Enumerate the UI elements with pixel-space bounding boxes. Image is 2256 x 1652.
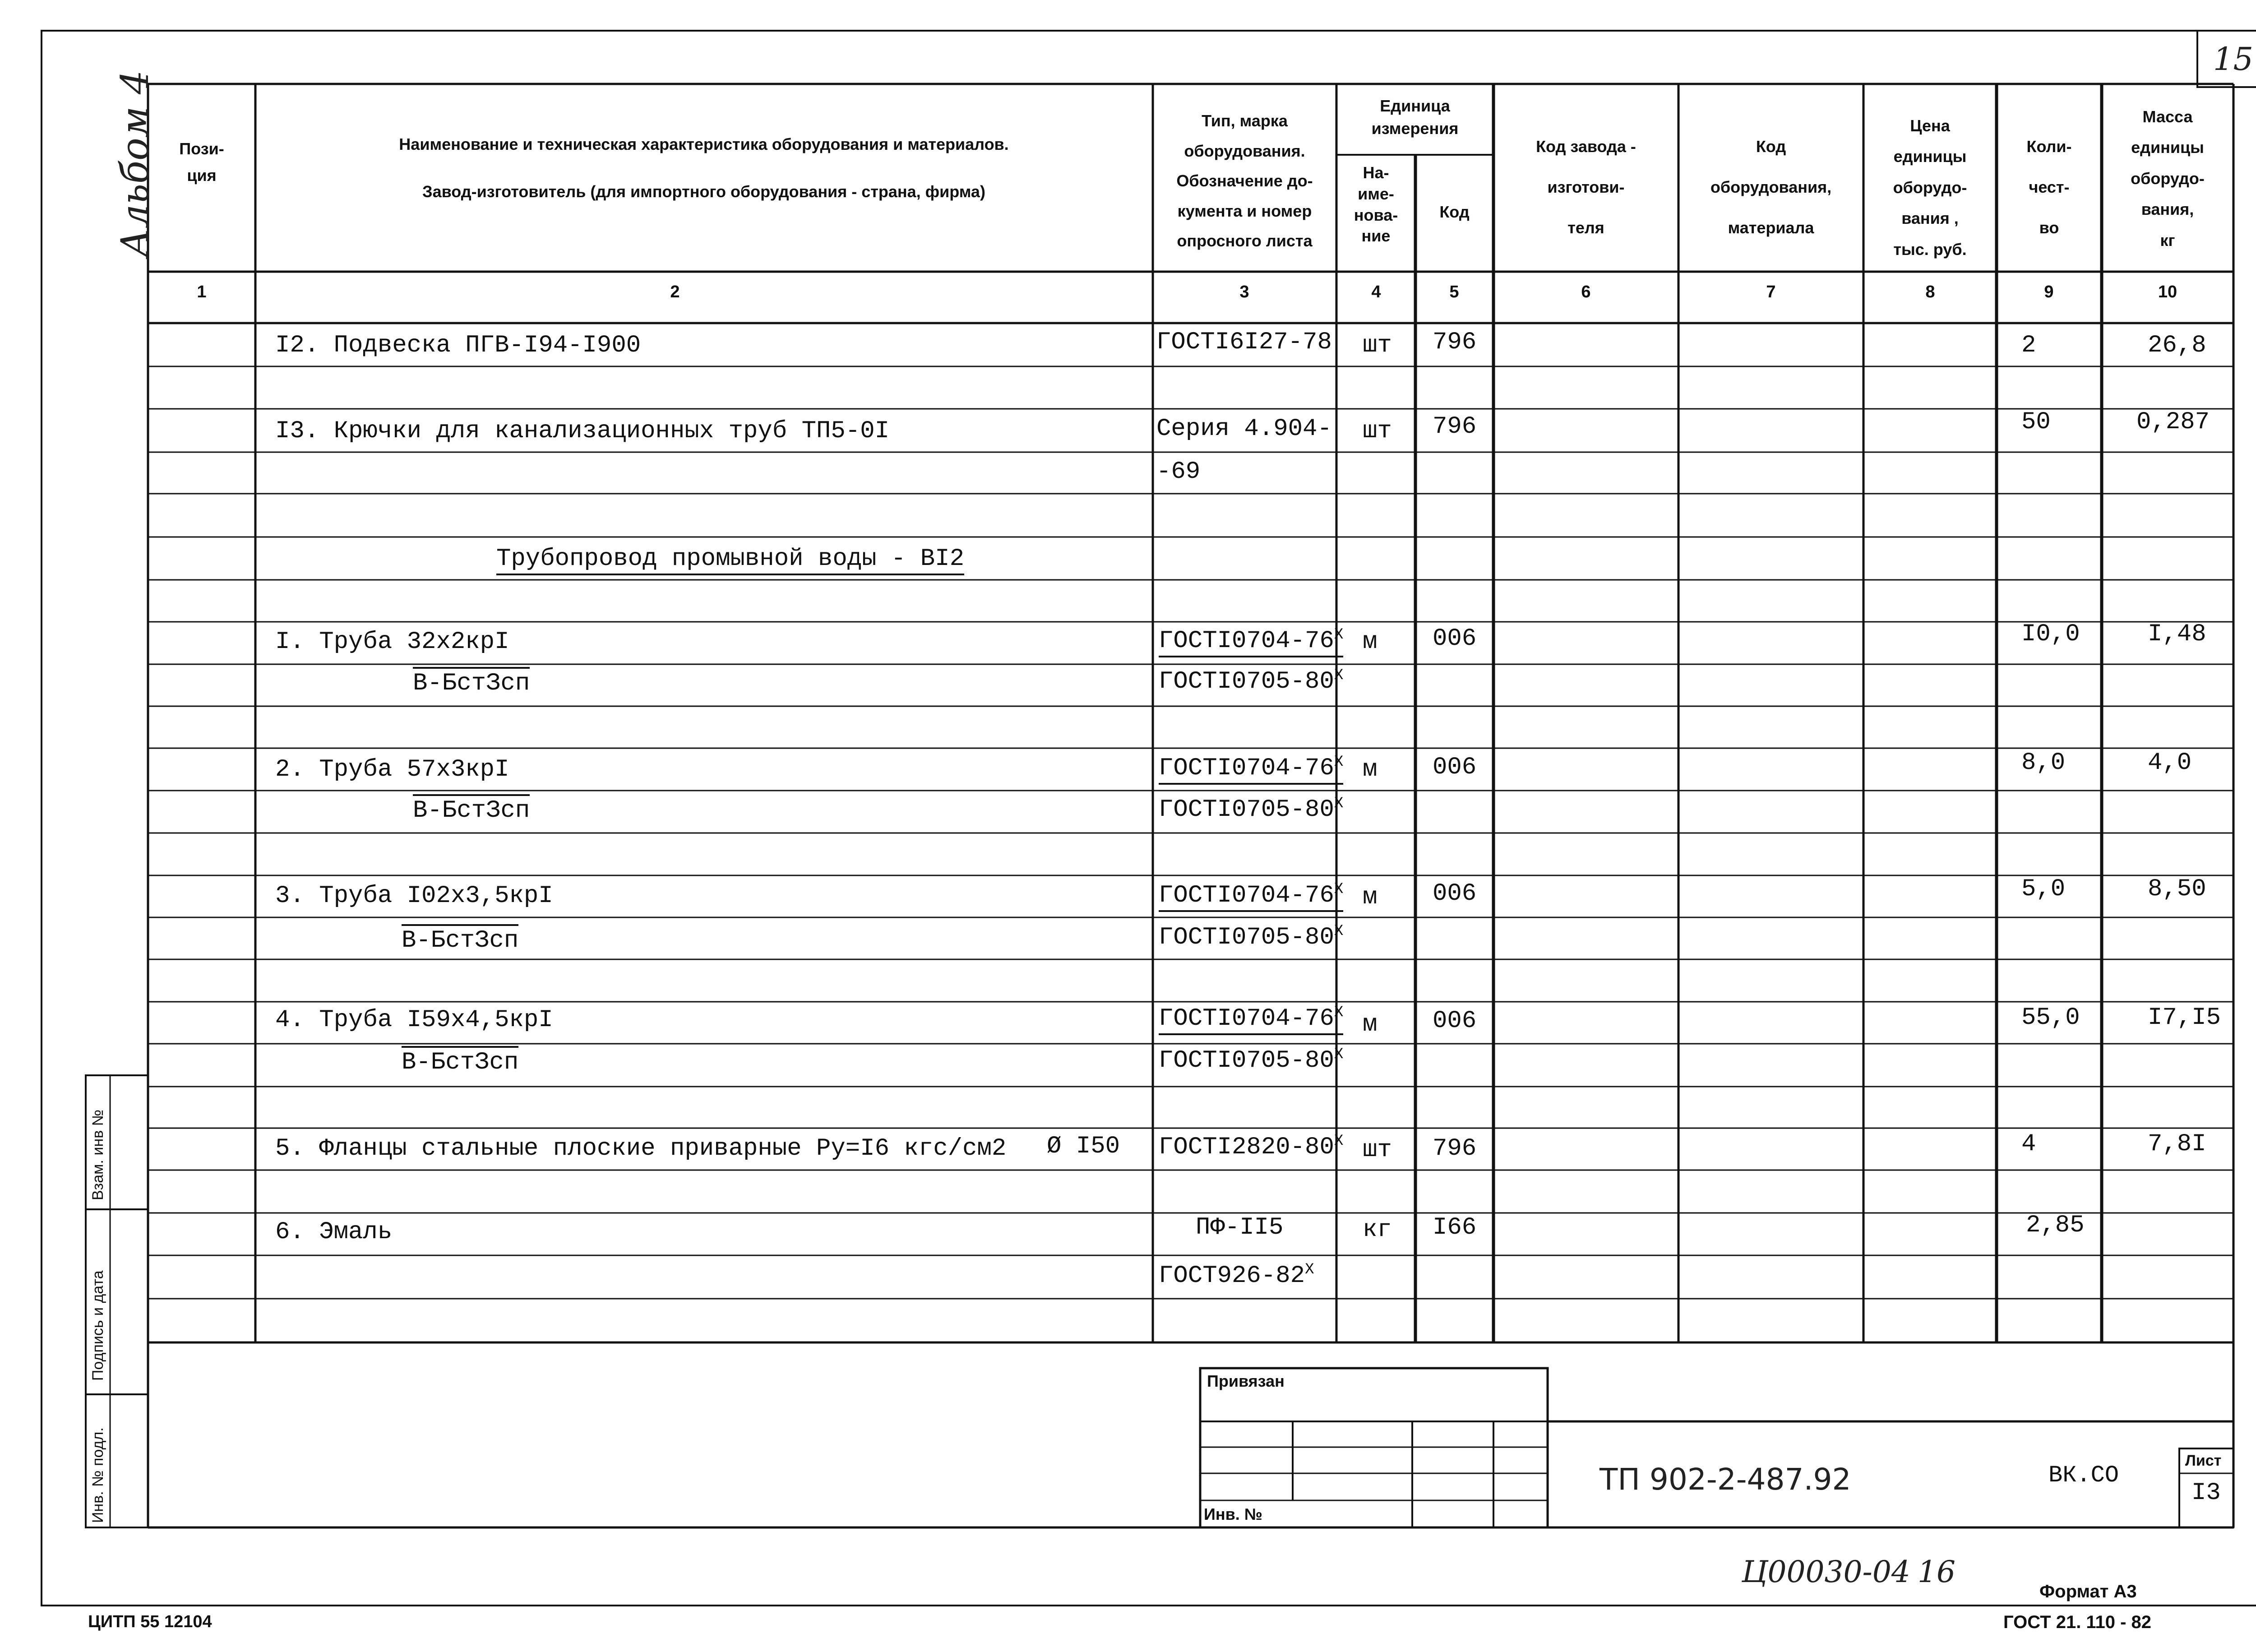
row-mass: 0,287 (2136, 408, 2210, 436)
row-mass: I,48 (2148, 620, 2206, 648)
row-qty: 8,0 (2021, 749, 2066, 777)
gost-label: ГОСТ 21. 110 - 82 (2003, 1612, 2151, 1632)
row-doc2: $ГОСТI0705-80^X$ (1159, 923, 1344, 951)
header-position: Пози- ция (179, 139, 224, 185)
row-mass: I7,I5 (2148, 1004, 2221, 1032)
row-name: 2. Труба 57х3крI (275, 756, 509, 783)
col-num-2: 2 (670, 282, 680, 301)
header-price: Цена единицы оборудо- вания , тыс. руб. (1893, 116, 1967, 259)
row-doc: $ГОСТI2820-80^X$ (1159, 1133, 1344, 1161)
row-code: 796 (1433, 1135, 1477, 1162)
row-code: 006 (1433, 754, 1477, 781)
row-name: 3. Труба I02х3,5крI (275, 882, 553, 910)
row-doc: $ГОСТI0704-76^X$ (1159, 881, 1343, 912)
row-qty: 50 (2021, 408, 2051, 436)
row-mass: 7,8I (2148, 1130, 2206, 1158)
header-name-line1: Наименование и техническая характеристика оборудования и материалов. (399, 135, 1009, 153)
hand-note: Ц00030-04 (1742, 1555, 1910, 1589)
col-num-4: 4 (1371, 282, 1381, 301)
col-num-1: 1 (197, 282, 207, 301)
row-qty: 55,0 (2021, 1004, 2080, 1032)
col-num-9: 9 (2044, 282, 2054, 301)
col-num-3: 3 (1239, 282, 1249, 301)
section-title: Трубопровод промывной воды - BI2 (496, 545, 964, 575)
row-unit: м (1363, 756, 1378, 783)
row-qty: I0,0 (2021, 620, 2080, 648)
row-code: 006 (1433, 1007, 1477, 1035)
format-label: Формат А3 (2039, 1582, 2137, 1601)
row-unit: м (1363, 1011, 1378, 1038)
header-mass: Масса единицы оборудо- вания, кг (2131, 107, 2205, 250)
sheet-code: ВК.СО (2048, 1462, 2119, 1489)
row-doc2: $ГОСТI0705-80^X$ (1159, 1046, 1344, 1074)
row-unit: шт (1363, 1136, 1392, 1164)
row-name: I2. Подвеска ПГВ-I94-I900 (275, 332, 641, 359)
row-unit: м (1363, 628, 1378, 656)
header-unit-code: Код (1439, 203, 1470, 221)
row-doc2: $ГОСТ926-82^X$ (1159, 1261, 1314, 1290)
header-name-line2: Завод-изготовитель (для импортного оборудования - страна, фирма) (422, 182, 985, 201)
citp-label: ЦИТП 55 12104 (88, 1612, 212, 1631)
col-num-5: 5 (1449, 282, 1459, 301)
hand-number: 16 (1918, 1555, 1956, 1589)
row-qty: 2 (2021, 332, 2036, 359)
row-doc: $ГОСТI0704-76^X$ (1159, 1004, 1343, 1035)
row-name: 6. Эмаль (275, 1218, 393, 1246)
row-diameter: Ø I50 (1047, 1133, 1120, 1160)
row-doc: ПФ-II5 (1196, 1214, 1284, 1241)
row-material: В-БстЗсп (413, 794, 530, 824)
row-material: В-БстЗсп (402, 924, 518, 954)
row-doc: $ГОСТI0704-76^X$ (1159, 754, 1343, 785)
row-mass: 4,0 (2148, 749, 2192, 777)
stamp-podpis: Подпись и дата (89, 1270, 106, 1381)
header-type: Тип, марка оборудования. Обозначение до- кумента и номер опросного листа (1176, 111, 1313, 250)
row-code: I66 (1433, 1214, 1477, 1241)
row-mass: 8,50 (2148, 875, 2206, 903)
stamp-vzam: Взам. инв № (89, 1109, 106, 1200)
document-code: ТП 902-2-487.92 (1600, 1462, 1851, 1497)
row-name: I. Труба 32х2крI (275, 628, 509, 656)
sheet-label: Лист (2185, 1452, 2222, 1469)
row-doc2: $ГОСТI0705-80^X$ (1159, 667, 1344, 695)
header-unit-name: На- име- нова- ние (1354, 163, 1398, 245)
row-qty: 2,85 (2026, 1212, 2085, 1239)
row-unit: м (1363, 884, 1378, 911)
row-name: 4. Труба I59х4,5крI (275, 1006, 553, 1034)
row-name: 5. Фланцы стальные плоские приварные Ру=I6 кгс/см2 (275, 1135, 1007, 1162)
col-num-6: 6 (1581, 282, 1591, 301)
row-doc2: $ГОСТI0705-80^X$ (1159, 795, 1344, 824)
stamp-inv: Инв. № подл. (89, 1427, 106, 1523)
header-equipment-code: Код оборудования, материала (1710, 137, 1832, 237)
row-qty: 5,0 (2021, 875, 2066, 903)
inv-number-label: Инв. № (1204, 1505, 1262, 1523)
page-number-hand: 15 (2213, 41, 2254, 78)
row-material: В-БстЗсп (413, 667, 530, 698)
row-doc2: -69 (1156, 458, 1201, 486)
row-material: В-БстЗсп (402, 1046, 518, 1076)
row-code: 006 (1433, 880, 1477, 907)
row-unit: кг (1363, 1216, 1392, 1244)
album-label: Альбом 4 (113, 70, 157, 257)
row-unit: шт (1363, 332, 1392, 359)
privyazan-label: Привязан (1207, 1372, 1285, 1390)
header-quantity: Коли- чест- во (2026, 137, 2072, 237)
row-doc: ГОСТI6I27-78 (1156, 329, 1332, 356)
row-name: I3. Крючки для канализационных труб ТП5-0I (275, 417, 890, 445)
row-unit: шт (1363, 417, 1392, 445)
header-factory-code: Код завода - изготови- теля (1536, 137, 1636, 237)
header-unit: Единица измерения (1371, 97, 1459, 138)
row-code: 796 (1433, 329, 1477, 356)
sheet-number: I3 (2191, 1479, 2221, 1507)
row-code: 006 (1433, 625, 1477, 652)
row-doc: Серия 4.904- (1156, 415, 1332, 443)
row-doc: $ГОСТI0704-76^X$ (1159, 626, 1343, 657)
col-num-8: 8 (1925, 282, 1935, 301)
col-num-7: 7 (1766, 282, 1776, 301)
row-mass: 26,8 (2148, 332, 2206, 359)
row-code: 796 (1433, 413, 1477, 440)
row-qty: 4 (2021, 1130, 2036, 1158)
col-num-10: 10 (2158, 282, 2177, 301)
